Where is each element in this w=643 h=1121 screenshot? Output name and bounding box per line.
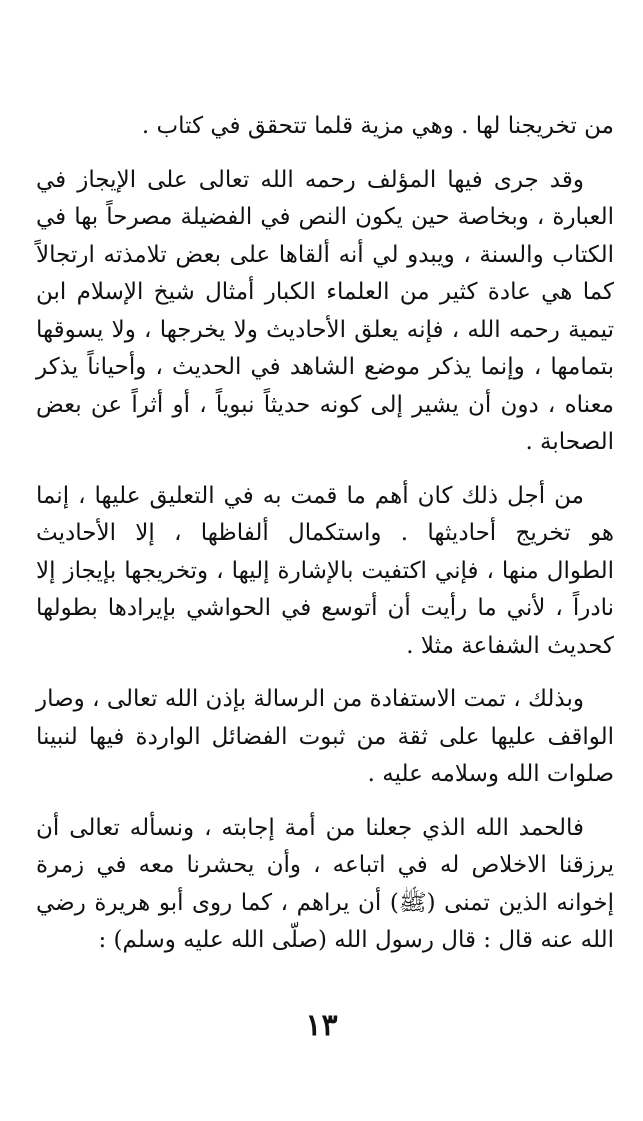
paragraph-line: الصحابة . [525,429,614,455]
paragraph-line: العبارة ، وبخاصة حين يكون النص في الفضيلة مصرحاً بها في [36,204,614,230]
paragraph-line: الكتاب والسنة ، ويبدو لي أنه ألقاها على بعض تلامذته ارتجالاً [36,241,614,268]
page-number: ١٣ [305,1008,338,1043]
paragraph-line: الطوال منها ، فإني اكتفيت بالإشارة إليها ، وتخريجها بإيجاز إلا [36,557,614,584]
paragraph-line: نادراً ، لأني ما رأيت أن أتوسع في الحواشي بإيرادها بطولها [36,595,614,621]
paragraph-line: صلوات الله وسلامه عليه . [367,761,614,787]
paragraph-line: إخوانه الذين تمنى (ﷺ) أن يراهم ، كما روى أبو هريرة رضي [36,889,614,916]
paragraph-line: من تخريجنا لها . وهي مزية قلما تتحقق في كتاب . [141,113,614,139]
paragraph-line: تيمية رحمه الله ، فإنه يعلق الأحاديث ولا يخرجها ، ولا يسوقها [36,316,614,343]
paragraph-line: فالحمد الله الذي جعلنا من أمة إجابته ، ونسأله تعالى أن [36,814,584,841]
paragraph-line: هو تخريج أحاديثها . واستكمال ألفاظها ، إلا الأحاديث [36,520,614,546]
paragraph-line: الله عنه قال : قال رسول الله (صلّى الله عليه وسلم) : [98,927,614,953]
paragraph-3 [36,478,614,666]
paragraph-line: الواقف عليها على ثقة من ثبوت الفضائل الواردة فيها لنبينا [36,723,614,750]
paragraph-line: من أجل ذلك كان أهم ما قمت به في التعليق عليها ، إنما [36,482,584,509]
paragraph-line: وبذلك ، تمت الاستفادة من الرسالة بإذن الله تعالى ، وصار [36,686,584,712]
page-body [36,108,614,976]
paragraph-4 [36,681,614,794]
paragraph-2 [36,162,614,462]
paragraph-line: معناه ، دون أن يشير إلى كونه حديثاً نبوياً ، أو أثراً عن بعض [36,391,614,418]
paragraph-line: بتمامها ، وإنما يذكر موضع الشاهد في الحديث ، وأحياناً يذكر [36,354,614,380]
paragraph-line: يرزقنا الاخلاص له في اتباعه ، وأن يحشرنا معه في زمرة [36,852,614,878]
paragraph-5 [36,810,614,960]
paragraph-line: كما هي عادة كثير من العلماء الكبار أمثال شيخ الإسلام ابن [36,279,614,305]
paragraph-line: وقد جرى فيها المؤلف رحمه الله تعالى على الإيجاز في [36,166,584,193]
paragraph-line: كحديث الشفاعة مثلا . [406,632,614,659]
paragraph-1 [36,108,614,146]
